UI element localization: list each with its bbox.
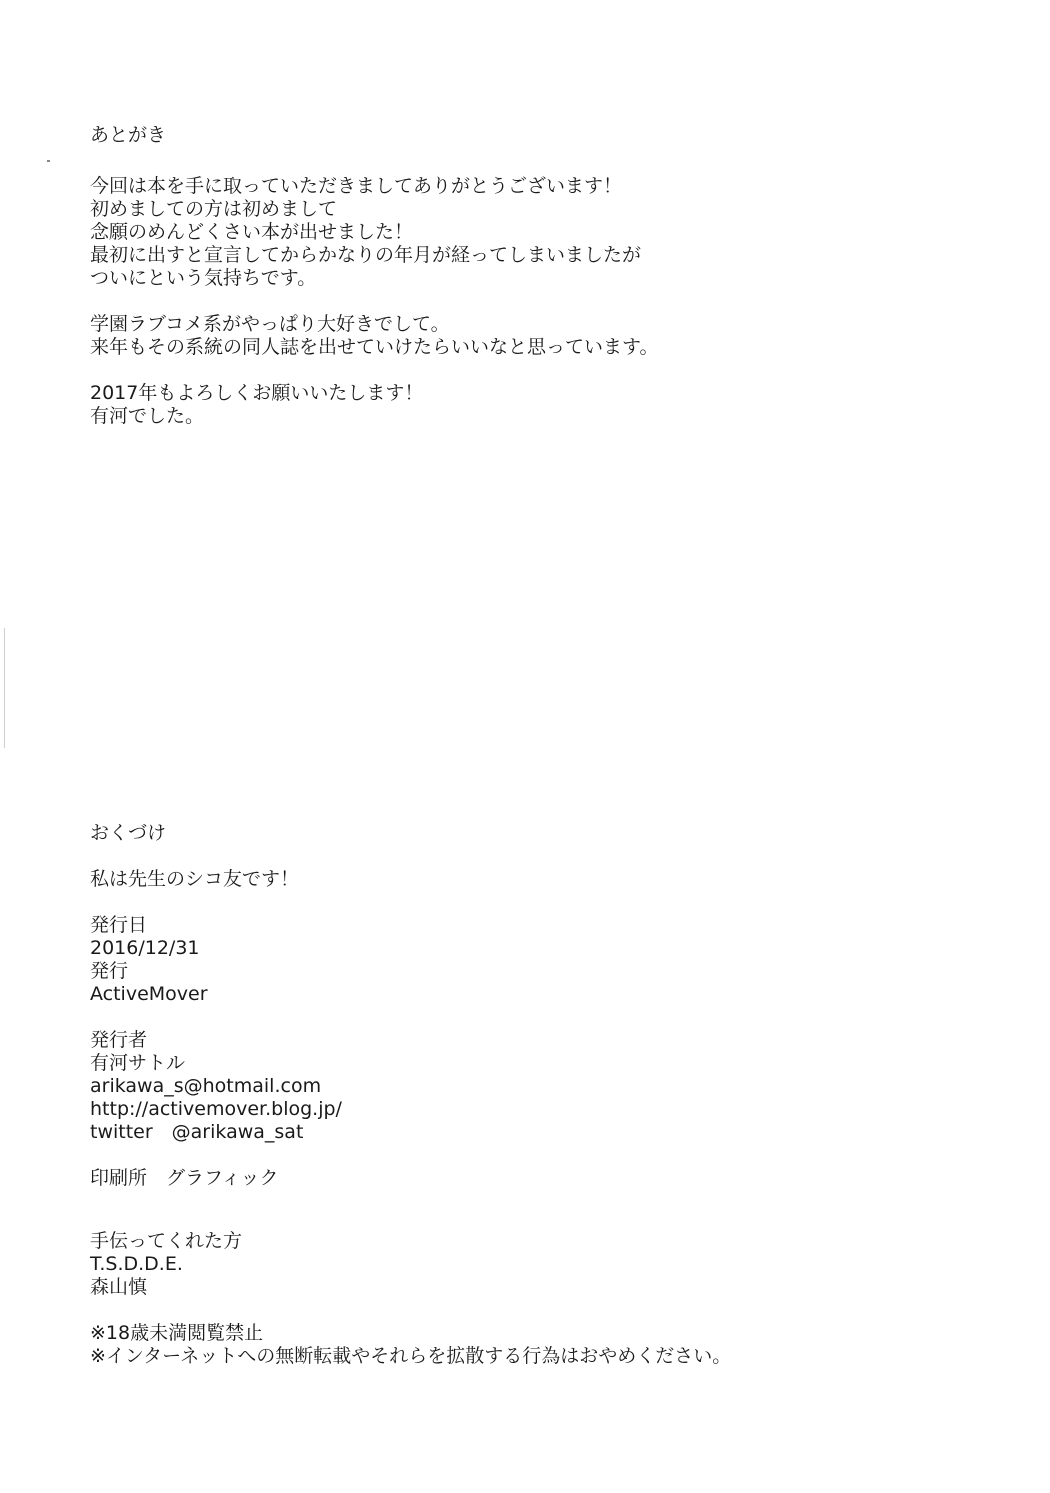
age-restriction-notice: ※18歳未満閲覧禁止 [90, 1322, 264, 1344]
issuer-label: 発行者 [90, 1029, 148, 1051]
afterword-heading: あとがき [90, 124, 167, 146]
afterword-line: 今回は本を手に取っていただきましてありがとうございます！ [90, 175, 623, 197]
issuer-name: 有河サトル [90, 1052, 186, 1074]
colophon-section [90, 822, 731, 1368]
afterword-line: 最初に出すと宣言してからかなりの年月が経ってしまいましたが [90, 244, 642, 266]
afterword-signature: 有河でした。 [90, 405, 205, 427]
contact-email: arikawa_s@hotmail.com [90, 1075, 322, 1097]
afterword-line: 念願のめんどくさい本が出せました！ [90, 221, 414, 243]
helper-name: T.S.D.D.E. [90, 1253, 183, 1275]
book-title: 私は先生のシコ友です！ [90, 868, 300, 890]
afterword-section [90, 124, 658, 428]
scan-speck [47, 160, 50, 162]
helper-name: 森山慎 [90, 1276, 148, 1298]
blog-url: http://activemover.blog.jp/ [90, 1098, 342, 1120]
afterword-line: 初めましての方は初めまして [90, 198, 338, 220]
issue-date: 2016/12/31 [90, 937, 200, 959]
colophon-heading: おくづけ [90, 822, 167, 844]
redistribution-notice: ※インターネットへの無断転載やそれらを拡散する行為はおやめください。 [90, 1345, 732, 1367]
publisher-label: 発行 [90, 960, 129, 982]
printer-info: 印刷所 グラフィック [90, 1167, 279, 1189]
afterword-line: 学園ラブコメ系がやっぱり大好きでして。 [90, 313, 450, 335]
scan-edge-mark [4, 628, 5, 748]
afterword-line: 2017年もよろしくお願いいたします！ [90, 382, 424, 404]
helpers-label: 手伝ってくれた方 [90, 1230, 243, 1252]
issue-date-label: 発行日 [90, 914, 148, 936]
twitter-handle: twitter @arikawa_sat [90, 1121, 304, 1143]
afterword-line: ついにという気持ちです。 [90, 267, 317, 289]
publisher-name: ActiveMover [90, 983, 208, 1005]
afterword-line: 来年もその系統の同人誌を出せていけたらいいなと思っています。 [90, 336, 659, 358]
